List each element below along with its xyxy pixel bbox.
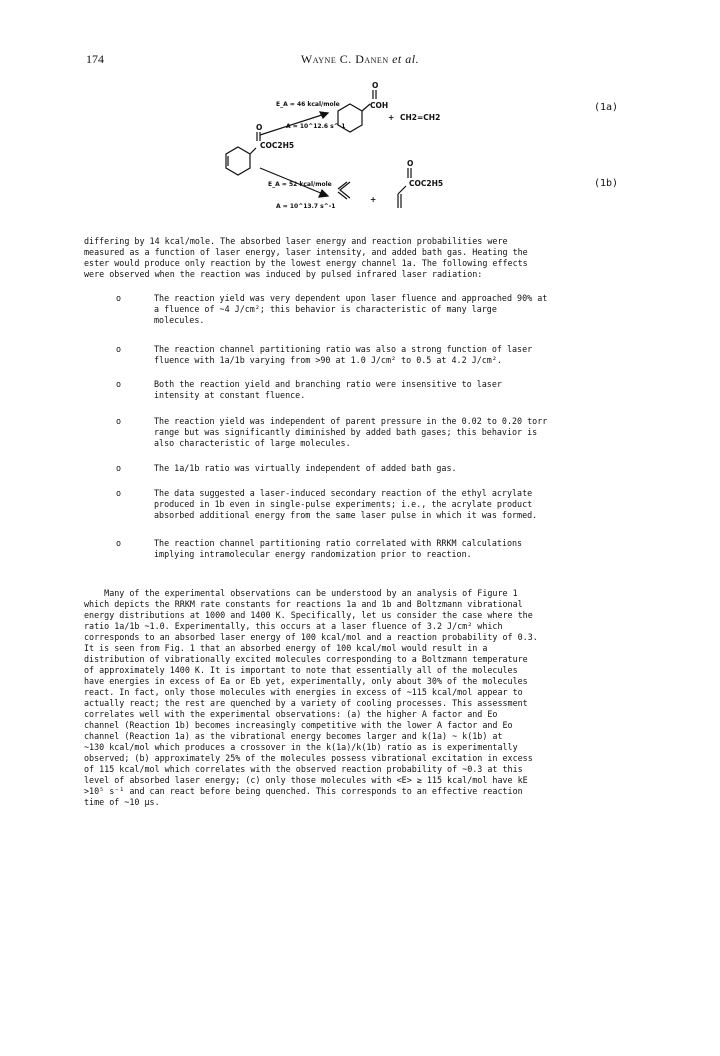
- text-line: energy distributions at 1000 and 1400 K. Specifically, let us consider the case where the: [84, 610, 533, 620]
- reactant-ring: [226, 147, 250, 175]
- text-line: The reaction channel partitioning ratio was also a strong function of laser: [154, 344, 533, 354]
- bullet-marker: o: [116, 538, 122, 548]
- running-head-etal: et al.: [388, 52, 420, 66]
- text-line: of 115 kcal/mol which correlates with the observed reaction probability of ~0.3 at this: [84, 764, 523, 774]
- discussion-paragraph: [84, 588, 644, 808]
- reactant-ester-group: COC2H5: [260, 141, 295, 150]
- running-head-author: Wayne C. Danen: [300, 52, 389, 66]
- text-line: fluence with 1a/1b varying from >90 at 1.0 J/cm² to 0.5 at 4.2 J/cm².: [154, 355, 502, 365]
- text-line: >10⁵ s⁻¹ and can react before being quenched. This corresponds to an effective reaction: [84, 786, 523, 796]
- text-line: differing by 14 kcal/mole. The absorbed laser energy and reaction probabilities were: [84, 236, 508, 246]
- text-line: actually react; the rest are quenched by a variety of cooling processes. This assessment: [84, 698, 528, 708]
- text-line: molecules.: [154, 315, 205, 325]
- text-line: channel (Reaction 1a) as the vibrational energy becomes larger and k(1a) ~ k(1b) at: [84, 731, 503, 741]
- text-line: The reaction channel partitioning ratio correlated with RRKM calculations: [154, 538, 523, 548]
- product-1b-ester-group: COC2H5: [409, 179, 444, 188]
- bullet-marker: o: [116, 293, 122, 303]
- plus-sign-1a: +: [388, 113, 395, 122]
- product-1a-oxygen: O: [372, 81, 379, 90]
- text-line: intensity at constant fluence.: [154, 390, 306, 400]
- text-line: The data suggested a laser-induced secondary reaction of the ethyl acrylate: [154, 488, 533, 498]
- intro-paragraph: [84, 236, 644, 280]
- text-line: corresponds to an absorbed laser energy of 100 kcal/mol and a reaction probability of 0.3.: [84, 632, 538, 642]
- text-line: absorbed additional energy from the same laser pulse in which it was formed.: [154, 510, 538, 520]
- equation-label-1a: (1a): [594, 102, 619, 113]
- reactant-oxygen: O: [256, 123, 263, 132]
- text-line: level of absorbed laser energy; (c) only those molecules with <E> ≥ 115 kcal/mol have kE: [84, 775, 528, 785]
- text-line: It is seen from Fig. 1 that an absorbed energy of 100 kcal/mol would result in a: [84, 643, 488, 653]
- product-1b-oxygen: O: [407, 159, 414, 168]
- text-line: have energies in excess of Ea or Eb yet, experimentally, only about 30% of the molecules: [84, 676, 528, 686]
- ethylene-label: CH2=CH2: [400, 113, 441, 122]
- reaction-scheme: [210, 80, 640, 210]
- text-line: a fluence of ~4 J/cm²; this behavior is characteristic of many large: [154, 304, 497, 314]
- bullet-marker: o: [116, 416, 122, 426]
- running-head: [0, 52, 720, 67]
- text-line: produced in 1b even in single-pulse experiments; i.e., the acrylate product: [154, 499, 533, 509]
- text-line: channel (Reaction 1b) becomes increasingly competitive with the lower A factor and Eo: [84, 720, 513, 730]
- text-line: ratio 1a/1b ~1.0. Experimentally, this occurs at a laser fluence of 3.2 J/cm² which: [84, 621, 503, 631]
- text-line: react. In fact, only those molecules with energies in excess of ~115 kcal/mol appear to: [84, 687, 523, 697]
- text-line: The 1a/1b ratio was virtually independent of added bath gas.: [154, 463, 457, 473]
- text-line: also characteristic of large molecules.: [154, 438, 351, 448]
- text-line: correlates well with the experimental observations: (a) the higher A factor and Eo: [84, 709, 498, 719]
- text-line: The reaction yield was independent of parent pressure in the 0.02 to 0.20 torr: [154, 416, 548, 426]
- arrow-1a-condition-top: E_A = 46 kcal/mole: [276, 101, 340, 108]
- text-line: were observed when the reaction was induced by pulsed infrared laser radiation:: [84, 269, 483, 279]
- text-line: observed; (b) approximately 25% of the molecules possess vibrational excitation in excess: [84, 753, 533, 763]
- bullet-marker: o: [116, 379, 122, 389]
- text-line: Both the reaction yield and branching ratio were insensitive to laser: [154, 379, 502, 389]
- text-line: of approximately 1400 K. It is important to note that essentially all of the molecules: [84, 665, 518, 675]
- text-line: ester would produce only reaction by the lowest energy channel 1a. The following effects: [84, 258, 528, 268]
- arrow-1b-condition-bottom: A = 10^13.7 s^-1: [276, 203, 336, 210]
- text-line: time of ~10 μs.: [84, 797, 160, 807]
- bullet-marker: o: [116, 463, 122, 473]
- equation-label-1b: (1b): [594, 178, 619, 189]
- text-line: The reaction yield was very dependent upon laser fluence and approached 90% at: [154, 293, 548, 303]
- text-line: measured as a function of laser energy, laser intensity, and added bath gas. Heating the: [84, 247, 528, 257]
- plus-sign-1b: +: [370, 195, 377, 204]
- product-1a-acid-group: COH: [370, 101, 389, 110]
- bullet-marker: o: [116, 488, 122, 498]
- text-line: Many of the experimental observations can be understood by an analysis of Figure 1: [84, 588, 518, 598]
- arrow-1b-condition-top: E_A = 52 kcal/mole: [268, 181, 332, 188]
- text-line: which depicts the RRKM rate constants for reactions 1a and 1b and Boltzmann vibrational: [84, 599, 523, 609]
- text-line: implying intramolecular energy randomization prior to reaction.: [154, 549, 472, 559]
- page-number: 174: [86, 52, 104, 66]
- text-line: range but was significantly diminished by added bath gases; this behavior is: [154, 427, 538, 437]
- bullet-marker: o: [116, 344, 122, 354]
- text-line: ~130 kcal/mol which produces a crossover in the k(1a)/k(1b) ratio as is experimentally: [84, 742, 518, 752]
- arrow-1a-condition-bottom: A = 10^12.6 s^-1: [286, 123, 346, 130]
- text-line: distribution of vibrationally excited molecules corresponding to a Boltzmann temperature: [84, 654, 528, 664]
- butadiene-shape: [340, 182, 350, 198]
